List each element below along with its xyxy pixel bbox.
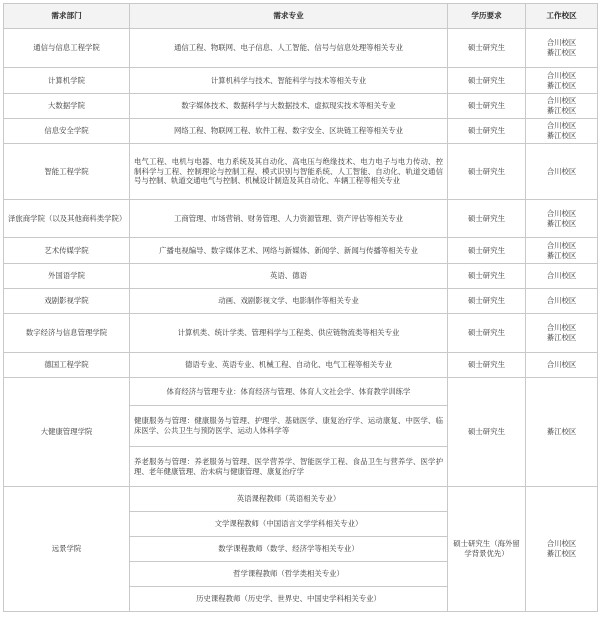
- major-cell: 体育经济与管理专业：体育经济与管理、体育人文社会学、体育教学训练学: [130, 378, 448, 406]
- header-education: 学历要求: [448, 4, 526, 29]
- campus-cell: 合川校区 綦江校区: [526, 314, 598, 353]
- header-major: 需求专业: [130, 4, 448, 29]
- major-cell: 广播电视编导、数字媒体艺术、网络与新媒体、新闻学、新闻与传播等相关专业: [130, 238, 448, 264]
- education-cell: 硕士研究生: [448, 289, 526, 314]
- table-row: [4, 353, 598, 378]
- major-cell: 养老服务与管理：养老服务与管理、医学营养学、智能医学工程、食品卫生与营养学、医学护理、老年健康管理、治未病与健康管理、康复治疗学: [130, 447, 448, 487]
- table-row: [4, 144, 598, 200]
- major-cell: 历史课程教师（历史学、世界史、中国史学科相关专业）: [130, 587, 448, 612]
- table-row: [4, 378, 598, 406]
- major-cell: 工商管理、市场营销、财务管理、人力资源管理、资产评估等相关专业: [130, 200, 448, 238]
- header-row: [4, 4, 598, 29]
- recruitment-table: [3, 3, 598, 612]
- major-cell: 动画、戏剧影视文学、电影制作等相关专业: [130, 289, 448, 314]
- department-cell: 智能工程学院: [4, 144, 130, 200]
- campus-cell: 合川校区 綦江校区: [526, 200, 598, 238]
- education-cell: 硕士研究生: [448, 200, 526, 238]
- table-row: [4, 487, 598, 512]
- department-cell: 数字经济与信息管理学院: [4, 314, 130, 353]
- education-cell: 硕士研究生: [448, 238, 526, 264]
- table-row: [4, 94, 598, 119]
- department-cell: 艺术传媒学院: [4, 238, 130, 264]
- major-cell: 文学课程教师（中国语言文学学科相关专业）: [130, 512, 448, 537]
- department-cell: 大数据学院: [4, 94, 130, 119]
- campus-cell: 合川校区 綦江校区: [526, 238, 598, 264]
- campus-cell: 合川校区 綦江校区: [526, 119, 598, 144]
- education-cell: 硕士研究生: [448, 68, 526, 94]
- major-cell: 电气工程、电机与电器、电力系统及其自动化、高电压与绝缘技术、电力电子与电力传动、控制科学与工程、控制理论与控制工程、模式识别与智能系统、人工智能、自动化、轨道交通信号与控制、轨道交通电气与控制、机械设计制造及其自动化、车辆工程等相关专业: [130, 144, 448, 200]
- education-cell: 硕士研究生（海外留学背景优先）: [448, 487, 526, 612]
- major-cell: 数字媒体技术、数据科学与大数据技术、虚拟现实技术等相关专业: [130, 94, 448, 119]
- education-cell: 硕士研究生: [448, 94, 526, 119]
- department-cell: 计算机学院: [4, 68, 130, 94]
- campus-cell: 合川校区: [526, 289, 598, 314]
- major-cell: 哲学课程教师（哲学类相关专业）: [130, 562, 448, 587]
- header-campus: 工作校区: [526, 4, 598, 29]
- major-cell: 计算机科学与技术、智能科学与技术等相关专业: [130, 68, 448, 94]
- header-department: 需求部门: [4, 4, 130, 29]
- campus-cell: 合川校区 綦江校区: [526, 68, 598, 94]
- major-cell: 健康服务与管理：健康服务与管理、护理学、基础医学、康复治疗学、运动康复、中医学、临床医学、公共卫生与预防医学、运动人体科学等: [130, 406, 448, 447]
- major-cell: 网络工程、物联网工程、软件工程、数字安全、区块链工程等相关专业: [130, 119, 448, 144]
- education-cell: 硕士研究生: [448, 314, 526, 353]
- table-row: [4, 68, 598, 94]
- department-cell: 大健康管理学院: [4, 378, 130, 487]
- department-cell: 通信与信息工程学院: [4, 29, 130, 68]
- major-cell: 计算机类、统计学类、管理科学与工程类、供应链物流类等相关专业: [130, 314, 448, 353]
- table-row: [4, 29, 598, 68]
- education-cell: 硕士研究生: [448, 144, 526, 200]
- campus-cell: 合川校区: [526, 264, 598, 289]
- department-cell: 戏剧影视学院: [4, 289, 130, 314]
- department-cell: 信息安全学院: [4, 119, 130, 144]
- major-cell: 通信工程、物联网、电子信息、人工智能、信号与信息处理等相关专业: [130, 29, 448, 68]
- major-cell: 英语、德语: [130, 264, 448, 289]
- table-row: [4, 119, 598, 144]
- education-cell: 硕士研究生: [448, 378, 526, 487]
- table-row: [4, 314, 598, 353]
- major-cell: 数学课程教师（数学、经济学等相关专业）: [130, 537, 448, 562]
- campus-cell: 合川校区 綦江校区: [526, 487, 598, 612]
- department-cell: 德国工程学院: [4, 353, 130, 378]
- major-cell: 德语专业、英语专业、机械工程、自动化、电气工程等相关专业: [130, 353, 448, 378]
- education-cell: 硕士研究生: [448, 119, 526, 144]
- education-cell: 硕士研究生: [448, 353, 526, 378]
- table-row: [4, 264, 598, 289]
- department-cell: 远景学院: [4, 487, 130, 612]
- table-row: [4, 238, 598, 264]
- campus-cell: 合川校区: [526, 144, 598, 200]
- campus-cell: 合川校区 綦江校区: [526, 29, 598, 68]
- department-cell: 泽旅商学院（以及其他商科类学院）: [4, 200, 130, 238]
- table-row: [4, 289, 598, 314]
- department-cell: 外国语学院: [4, 264, 130, 289]
- education-cell: 硕士研究生: [448, 264, 526, 289]
- campus-cell: 合川校区 綦江校区: [526, 94, 598, 119]
- campus-cell: 合川校区: [526, 353, 598, 378]
- table-row: [4, 200, 598, 238]
- major-cell: 英语课程教师（英语相关专业）: [130, 487, 448, 512]
- education-cell: 硕士研究生: [448, 29, 526, 68]
- campus-cell: 綦江校区: [526, 378, 598, 487]
